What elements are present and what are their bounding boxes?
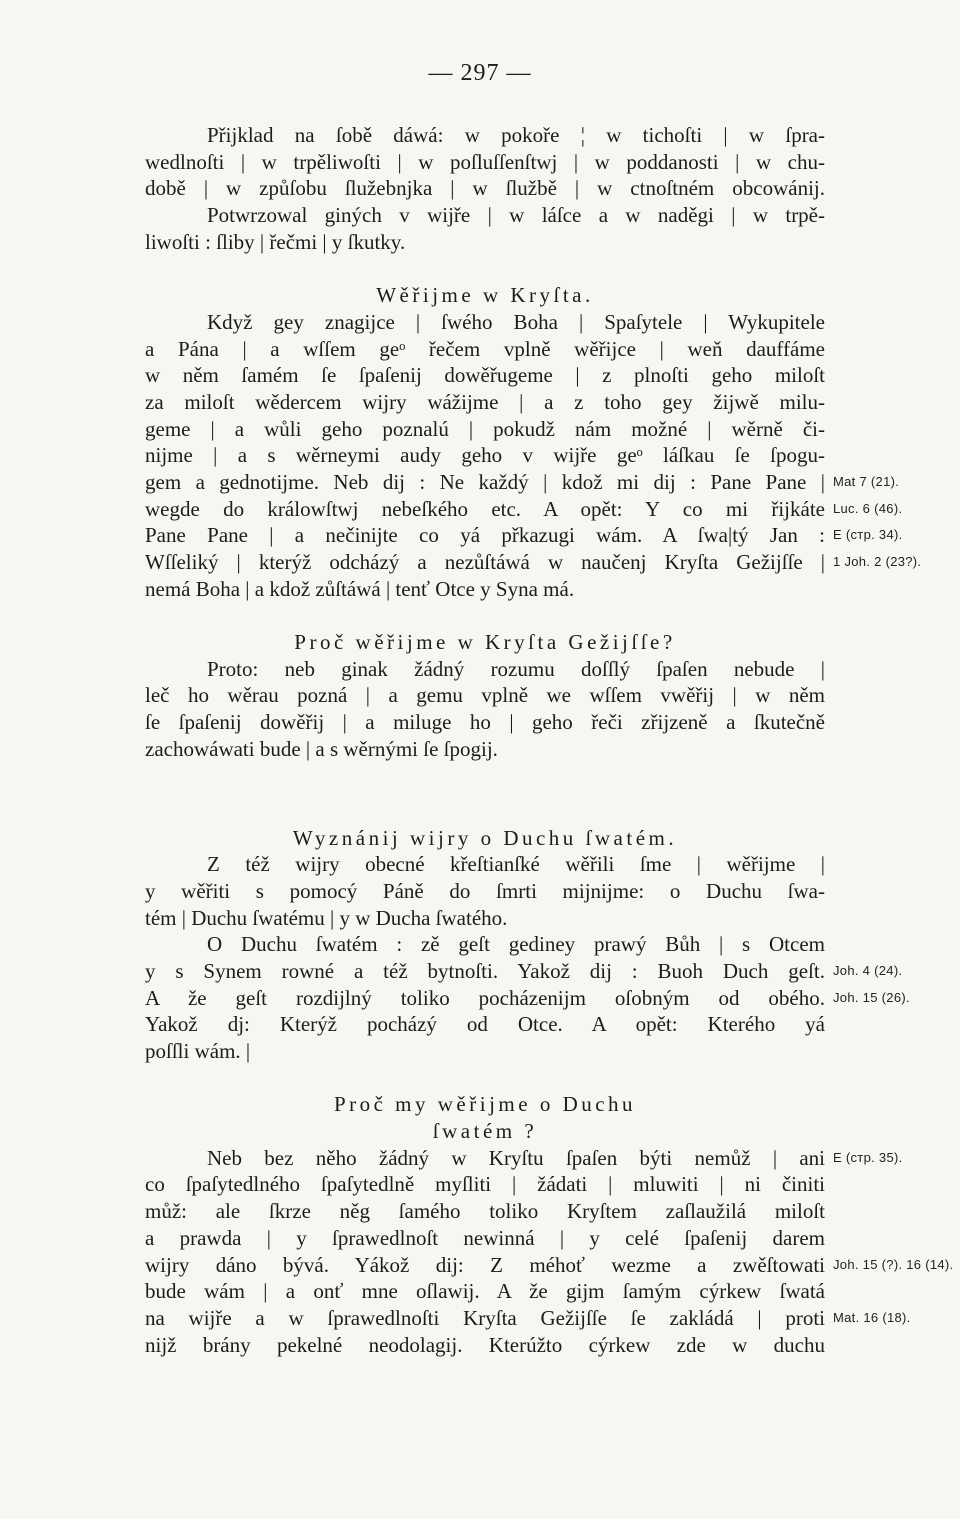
text-line: A že geſt rozdijlný toliko pocházenijm oſobným od obého. Joh. 15 (26). [145, 985, 910, 1010]
text-line: Když gey znagijce | ſwého Boha | Spaſytele | Wykupitele [207, 309, 825, 334]
text-line: můž: ale ſkrze něg ſamého toliko Kryſtem zaſlaužilá miloſt [145, 1199, 825, 1224]
section-heading: Proč my wěřijme o Duchu [333, 1092, 637, 1117]
line-text: poſſli wám. | [145, 1039, 251, 1063]
margin-reference: Joh. 15 (26). [833, 989, 910, 1005]
text-line: wegde do králowſtwj nebeſkého etc. A opět: Y co mi řijkáte Luc. 6 (46). [145, 496, 903, 521]
text-line: za miloſt wědercem wijry wážijme | a z toho gey žijwě milu- [145, 389, 825, 414]
text-line: Potwrzowal giných v wijře | w láſce a w naděgi | w trpě- [207, 203, 825, 228]
line-text: liwoſti : ſliby | řečmi | y ſkutky. [145, 229, 406, 254]
text-line: Pane Pane | a nečinijte co yá přkazugi wám. A ſwa|tý Jan : E (стр. 34). [145, 523, 903, 548]
text-line [145, 1038, 825, 1065]
section-gap [145, 602, 825, 629]
line-text: zachowáwati bude | a s wěrnými ſe ſpogij. [145, 736, 498, 761]
margin-reference: Mat 7 (21). [833, 473, 900, 489]
text-line: Proto: neb ginak žádný rozumu doſſlý ſpaſen nebude | [207, 656, 825, 681]
paragraph [145, 851, 825, 931]
text-line: nijž brány pekelné neodolagij. Kterúžto cýrkew zde w duchu [145, 1332, 825, 1357]
section-heading: Proč wěřijme w Kryſta Gežijſſe? [294, 630, 676, 655]
text-line: wijry dáno bývá. Yákož dij: Z méhoť wezme a zwěſtowati Joh. 15 (?). 16 (14). [145, 1252, 954, 1277]
section-heading: Wyznánij wijry o Duchu ſwatém. [292, 825, 678, 850]
text-line [145, 736, 825, 763]
text-line: w něm ſamém ſe ſpaſenij dowěřugeme | z plnoſti geho miloſt [145, 363, 825, 388]
text-line: bude wám | a onť mne oſlawij. A že gijm ſamým cýrkew ſwatá [145, 1279, 825, 1304]
section-heading: Wěřijme w Kryſta. [376, 283, 594, 308]
margin-reference: Mat. 16 (18). [833, 1309, 911, 1325]
text-line: leč ho wěrau pozná | a gemu vplně we wſſem vwěřij | w něm [145, 683, 825, 708]
paragraph [145, 309, 922, 603]
section-gap [145, 1065, 825, 1092]
text-line: O Duchu ſwatém : zě geſt gediney prawý Bůh | s Otcem [207, 932, 825, 957]
text-line: na wijře a w ſprawedlnoſti Kryſta Gežijſſe ſe zakládá | proti Mat. 16 (18). [145, 1305, 911, 1330]
margin-reference: Joh. 15 (?). 16 (14). [833, 1256, 954, 1272]
text-line: gem a gednotijme. Neb dij : Ne každý | kdož mi dij : Pane Pane | Mat 7 (21). [145, 469, 900, 494]
paragraph [145, 1145, 954, 1359]
margin-reference: Joh. 4 (24). [833, 962, 903, 978]
text-line: ſe ſpaſenij dowěřij | a miluge ho | geho řeči zřijzeně a ſkutečně [145, 710, 825, 735]
text-line: a prawda | y ſprawedlnoſt newinná | y celé ſpaſenij darem [145, 1225, 825, 1250]
text-line: Přijklad na ſobě dáwá: w pokoře ¦ w tichoſti | w ſpra- [207, 123, 825, 147]
text-line: nijme | a s wěrneymi audy geho v wijře geᵒ láſkau ſe ſpogu- [145, 443, 825, 468]
text-line: Neb bez něho žádný w Kryſtu ſpaſen býti nemůž | ani E (стр. 35). [207, 1145, 903, 1170]
text-line: Yakož dj: Kterýž pocházý od Otce. A opět: Kterého yá [145, 1012, 825, 1037]
text-line [145, 576, 825, 603]
margin-reference: E (стр. 35). [833, 1149, 903, 1165]
margin-reference: 1 Joh. 2 (23?). [833, 554, 922, 569]
text-line [145, 905, 825, 932]
text-line: geme | a wůli geho poznalú | pokudž nám možné | wěrně či- [145, 416, 825, 441]
line-text: nemá Boha | a kdož zůſtáwá | tenť Otce y Syna má. [145, 576, 575, 601]
text-line: době | w způſobu ſlužebnjka | w ſlužbě | w ctnoſtném obcowánij. [145, 176, 825, 201]
section-heading: ſwatém ? [432, 1119, 538, 1144]
text-line: a Pána | a wſſem geᵒ řečem vplně wěřijce | weň dauffáme [145, 336, 825, 361]
section-gap [145, 763, 825, 825]
text-line: Z též wijry obecné křeſtianſké wěřili ſme | wěřijme | [207, 852, 825, 877]
page-number: — 297 — [428, 60, 532, 86]
text-line: y wěřiti s pomocý Páně do ſmrti mijnijme: o Duchu ſwa- [145, 878, 825, 903]
text-line: wedlnoſti | w trpěliwoſti | w poſluſſenſtwj | w poddanosti | w chu- [145, 149, 825, 174]
paragraph [145, 122, 825, 255]
section-gap [145, 255, 825, 282]
text-line: Wſſeliký | kterýž odcházý a nezůſtáwá w naučenj Kryſta Gežijſſe | 1 Joh. 2 (23?). [145, 550, 922, 574]
line-text: tém | Duchu ſwatému | y w Ducha ſwatého. [145, 905, 508, 930]
margin-reference: Luc. 6 (46). [833, 500, 903, 516]
text-line: co ſpaſytedlného ſpaſytedlně myſliti | žádati | mluwiti | ni činiti [145, 1172, 825, 1197]
paragraph [145, 656, 825, 763]
text-line: y s Synem rowné a též bytnoſti. Yakož dij : Buoh Duch geſt. Joh. 4 (24). [145, 958, 903, 983]
text-line [145, 229, 825, 256]
page-body [145, 122, 954, 1358]
margin-reference: E (стр. 34). [833, 527, 903, 543]
paragraph [145, 931, 910, 1064]
